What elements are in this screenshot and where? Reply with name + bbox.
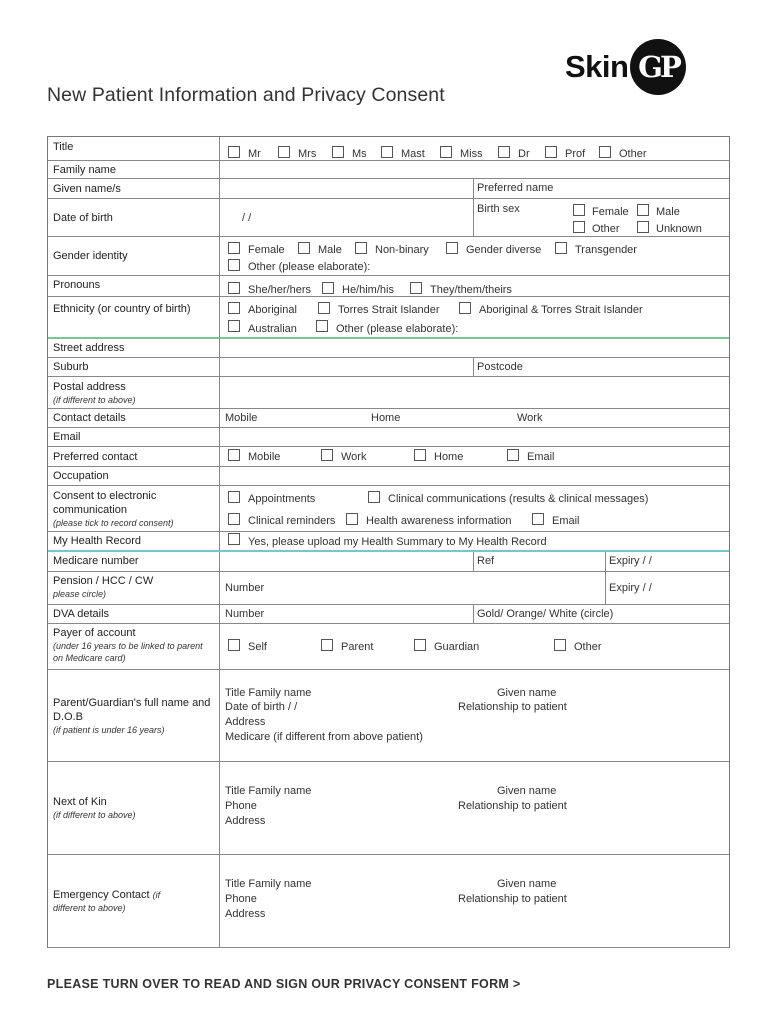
- divider: [473, 358, 474, 376]
- suburb-label: Suburb: [48, 358, 220, 376]
- emergency-label-line: [53, 888, 214, 902]
- option-label: Female: [248, 244, 285, 256]
- given-name-label: Given name/s: [48, 179, 220, 198]
- option-label: Transgender: [575, 244, 637, 256]
- street-field[interactable]: [220, 339, 729, 357]
- guardian-relationship: Relationship to patient: [458, 701, 567, 713]
- dva-row: [48, 605, 729, 624]
- ethnicity-label: Ethnicity (or country of birth): [48, 297, 220, 337]
- payer-row: [48, 624, 729, 670]
- checkbox-miss[interactable]: [440, 146, 452, 158]
- emergency-fields: [220, 855, 729, 947]
- checkbox-sex-other[interactable]: [573, 221, 585, 233]
- divider: [605, 552, 606, 571]
- checkbox-health-record[interactable]: [228, 533, 240, 545]
- dob-row: [48, 199, 729, 237]
- guardian-dob: Date of birth / /: [225, 701, 298, 713]
- option-label: Male: [656, 206, 680, 218]
- health-record-row: [48, 532, 729, 552]
- page-title: New Patient Information and Privacy Consent: [47, 84, 445, 106]
- option-label: Australian: [248, 323, 297, 335]
- gender-row: [48, 237, 729, 276]
- option-label: Other (please elaborate):: [248, 261, 371, 273]
- family-name-row: [48, 161, 729, 179]
- street-row: [48, 339, 729, 358]
- emergency-label-note: (if: [152, 890, 161, 900]
- family-name-field[interactable]: [220, 161, 729, 178]
- checkbox-dr[interactable]: [498, 146, 510, 158]
- emergency-given-name: Given name: [497, 878, 557, 890]
- payer-label: Payer of account: [53, 627, 136, 639]
- medicare-cells: [220, 552, 729, 571]
- gender-options: [220, 237, 729, 275]
- pension-note: please circle): [53, 589, 107, 599]
- checkbox-pref-work[interactable]: [321, 449, 333, 461]
- consent-row: [48, 486, 729, 532]
- checkbox-ms[interactable]: [332, 146, 344, 158]
- suburb-cells: [220, 358, 729, 376]
- logo-word: Skin: [565, 49, 629, 84]
- option-label: Parent: [341, 641, 374, 653]
- occupation-row: [48, 467, 729, 486]
- divider: [473, 552, 474, 571]
- gender-label: Gender identity: [48, 237, 220, 275]
- guardian-note: (if patient is under 16 years): [53, 724, 165, 735]
- checkbox-gender-diverse[interactable]: [446, 242, 458, 254]
- option-label: She/her/hers: [248, 284, 311, 296]
- contact-row: [48, 409, 729, 428]
- pension-label-cell: [48, 572, 220, 604]
- guardian-title-family: Title Family name: [225, 687, 312, 699]
- consent-note: (please tick to record consent): [53, 518, 174, 528]
- kin-note: (if different to above): [53, 810, 136, 820]
- checkbox-consent-clinical-comms[interactable]: [368, 491, 380, 503]
- option-label: They/them/theirs: [430, 284, 512, 296]
- option-label: Yes, please upload my Health Summary to My Health Record: [248, 536, 547, 548]
- street-label: Street address: [48, 339, 220, 357]
- option-label: Mr: [248, 148, 261, 160]
- option-label: Male: [318, 244, 342, 256]
- guardian-address: Address: [225, 716, 266, 728]
- skingp-logo: [565, 40, 686, 94]
- email-field[interactable]: [220, 428, 729, 446]
- emergency-label-cell: [48, 855, 220, 947]
- patient-form: [47, 136, 730, 948]
- option-label: Ms: [352, 148, 367, 160]
- contact-label: Contact details: [48, 409, 220, 427]
- postcode-label: Postcode: [477, 361, 523, 373]
- option-label: Mrs: [298, 148, 317, 160]
- title-options: [220, 137, 729, 160]
- email-label: Email: [48, 428, 220, 446]
- checkbox-sex-unknown[interactable]: [637, 221, 649, 233]
- checkbox-pref-email[interactable]: [507, 449, 519, 461]
- option-label: Aboriginal: [248, 304, 297, 316]
- checkbox-mr[interactable]: [228, 146, 240, 158]
- option-label: Miss: [460, 148, 483, 160]
- checkbox-aboriginal[interactable]: [228, 302, 240, 314]
- guardian-given-name: Given name: [497, 687, 557, 699]
- option-label: Other (please elaborate):: [336, 323, 459, 335]
- ethnicity-row: [48, 297, 729, 339]
- checkbox-ethnicity-other[interactable]: [316, 320, 328, 332]
- pronoun-options: [220, 276, 729, 296]
- kin-fields: [220, 762, 729, 854]
- option-label: Appointments: [248, 493, 316, 505]
- dva-label: DVA details: [48, 605, 220, 623]
- payer-options: [220, 624, 729, 669]
- option-label: Aboriginal & Torres Strait Islander: [479, 304, 643, 316]
- checkbox-gender-nonbinary[interactable]: [355, 242, 367, 254]
- postal-row: [48, 377, 729, 409]
- checkbox-payer-guardian[interactable]: [414, 639, 426, 651]
- pronouns-label: Pronouns: [48, 276, 220, 296]
- expiry-label: Expiry / /: [609, 582, 652, 594]
- option-label: Mobile: [248, 451, 281, 463]
- kin-row: [48, 762, 729, 855]
- checkbox-payer-parent[interactable]: [321, 639, 333, 651]
- option-label: Torres Strait Islander: [338, 304, 440, 316]
- option-label: Email: [552, 515, 580, 527]
- postal-field[interactable]: [220, 377, 729, 408]
- checkbox-sex-female[interactable]: [573, 204, 585, 216]
- postal-label: Postal address: [53, 381, 126, 393]
- logo-mark: GP: [630, 39, 686, 95]
- emergency-phone: Phone: [225, 893, 257, 905]
- given-name-row: [48, 179, 729, 199]
- consent-options: [220, 486, 729, 531]
- number-label: Number: [225, 608, 265, 620]
- option-label: Other: [619, 148, 647, 160]
- postal-label-cell: [48, 377, 220, 408]
- option-label: Prof: [565, 148, 586, 160]
- guardian-label-cell: [48, 670, 220, 761]
- dob-cells: [220, 199, 729, 236]
- emergency-address: Address: [225, 908, 266, 920]
- dva-cells: [220, 605, 729, 623]
- option-label: Non-binary: [375, 244, 429, 256]
- checkbox-payer-other[interactable]: [554, 639, 566, 651]
- checkbox-australian[interactable]: [228, 320, 240, 332]
- guardian-fields: [220, 670, 729, 761]
- preferred-contact-label: Preferred contact: [48, 447, 220, 466]
- emergency-label: Emergency Contact: [53, 889, 150, 901]
- checkbox-gender-other[interactable]: [228, 259, 240, 271]
- medicare-label: Medicare number: [48, 552, 220, 571]
- option-label: Clinical reminders: [248, 515, 336, 527]
- occupation-field[interactable]: [220, 467, 729, 485]
- divider: [605, 572, 606, 604]
- kin-given-name: Given name: [497, 785, 557, 797]
- kin-label: Next of Kin: [53, 796, 107, 808]
- number-label: Number: [225, 582, 265, 594]
- option-label: Mast: [401, 148, 425, 160]
- consent-label: Consent to electronic communication: [53, 490, 157, 516]
- given-name-cells: [220, 179, 729, 198]
- consent-label-cell: [48, 486, 220, 531]
- kin-title-family: Title Family name: [225, 785, 312, 797]
- checkbox-prof[interactable]: [545, 146, 557, 158]
- dob-label: Date of birth: [48, 199, 220, 236]
- health-record-label: My Health Record: [48, 532, 220, 550]
- checkbox-consent-reminders[interactable]: [228, 513, 240, 525]
- option-label: Other: [592, 223, 620, 235]
- turn-over-note: PLEASE TURN OVER TO READ AND SIGN OUR PRIVACY CONSENT FORM >: [47, 977, 521, 991]
- checkbox-torres-strait[interactable]: [318, 302, 330, 314]
- checkbox-consent-health-awareness[interactable]: [346, 513, 358, 525]
- checkbox-sex-male[interactable]: [637, 204, 649, 216]
- guardian-row: [48, 670, 729, 762]
- title-label: Title: [48, 137, 220, 160]
- emergency-title-family: Title Family name: [225, 878, 312, 890]
- payer-label-cell: [48, 624, 220, 669]
- kin-phone: Phone: [225, 800, 257, 812]
- preferred-contact-row: [48, 447, 729, 467]
- payer-note: (under 16 years to be linked to parent on Medicare card): [53, 641, 203, 663]
- divider: [473, 605, 474, 623]
- checkbox-consent-email[interactable]: [532, 513, 544, 525]
- health-record-option: [220, 532, 729, 550]
- pronouns-row: [48, 276, 729, 297]
- checkbox-pronoun-she[interactable]: [228, 282, 240, 294]
- pension-label: Pension / HCC / CW: [53, 575, 154, 587]
- option-label: Guardian: [434, 641, 480, 653]
- checkbox-mast[interactable]: [381, 146, 393, 158]
- guardian-medicare: Medicare (if different from above patient): [225, 731, 423, 743]
- option-label: Clinical communications (results & clinical messages): [388, 493, 649, 505]
- option-label: Health awareness information: [366, 515, 512, 527]
- home-label: Home: [371, 412, 401, 424]
- kin-relationship: Relationship to patient: [458, 800, 567, 812]
- kin-label-cell: [48, 762, 220, 854]
- option-label: Home: [434, 451, 464, 463]
- gold-orange-white-label: Gold/ Orange/ White (circle): [477, 608, 614, 620]
- dob-slashes: / /: [242, 212, 252, 224]
- option-label: Gender diverse: [466, 244, 542, 256]
- option-label: He/him/his: [342, 284, 394, 296]
- checkbox-gender-transgender[interactable]: [555, 242, 567, 254]
- pension-cells: [220, 572, 729, 604]
- option-label: Work: [341, 451, 367, 463]
- expiry-label: Expiry / /: [609, 555, 652, 567]
- checkbox-pronoun-they[interactable]: [410, 282, 422, 294]
- checkbox-payer-self[interactable]: [228, 639, 240, 651]
- checkbox-pref-home[interactable]: [414, 449, 426, 461]
- checkbox-other[interactable]: [599, 146, 611, 158]
- option-label: Other: [574, 641, 602, 653]
- suburb-row: [48, 358, 729, 377]
- medicare-row: [48, 552, 729, 572]
- emergency-note: different to above): [53, 903, 126, 913]
- option-label: Self: [248, 641, 267, 653]
- birth-sex-label: Birth sex: [477, 203, 520, 215]
- occupation-label: Occupation: [48, 467, 220, 485]
- preferred-name-label: Preferred name: [477, 182, 554, 194]
- checkbox-aboriginal-torres[interactable]: [459, 302, 471, 314]
- option-label: Dr: [518, 148, 530, 160]
- option-label: Female: [592, 206, 629, 218]
- ref-label: Ref: [477, 555, 495, 567]
- checkbox-gender-female[interactable]: [228, 242, 240, 254]
- pension-row: [48, 572, 729, 605]
- ethnicity-options: [220, 297, 729, 337]
- divider: [473, 179, 474, 198]
- checkbox-pronoun-he[interactable]: [322, 282, 334, 294]
- emergency-relationship: Relationship to patient: [458, 893, 567, 905]
- family-name-label: Family name: [48, 161, 220, 178]
- checkbox-mrs[interactable]: [278, 146, 290, 158]
- divider: [473, 199, 474, 236]
- contact-cells: [220, 409, 729, 427]
- postal-note: (if different to above): [53, 395, 136, 405]
- emergency-row: [48, 855, 729, 948]
- kin-address: Address: [225, 815, 266, 827]
- preferred-contact-options: [220, 447, 729, 466]
- checkbox-consent-appointments[interactable]: [228, 491, 240, 503]
- guardian-label: Parent/Guardian's full name and D.O.B: [53, 696, 211, 723]
- title-row: [48, 137, 729, 161]
- work-label: Work: [517, 412, 543, 424]
- checkbox-pref-mobile[interactable]: [228, 449, 240, 461]
- mobile-label: Mobile: [225, 412, 258, 424]
- email-row: [48, 428, 729, 447]
- option-label: Email: [527, 451, 555, 463]
- option-label: Unknown: [656, 223, 702, 235]
- checkbox-gender-male[interactable]: [298, 242, 310, 254]
